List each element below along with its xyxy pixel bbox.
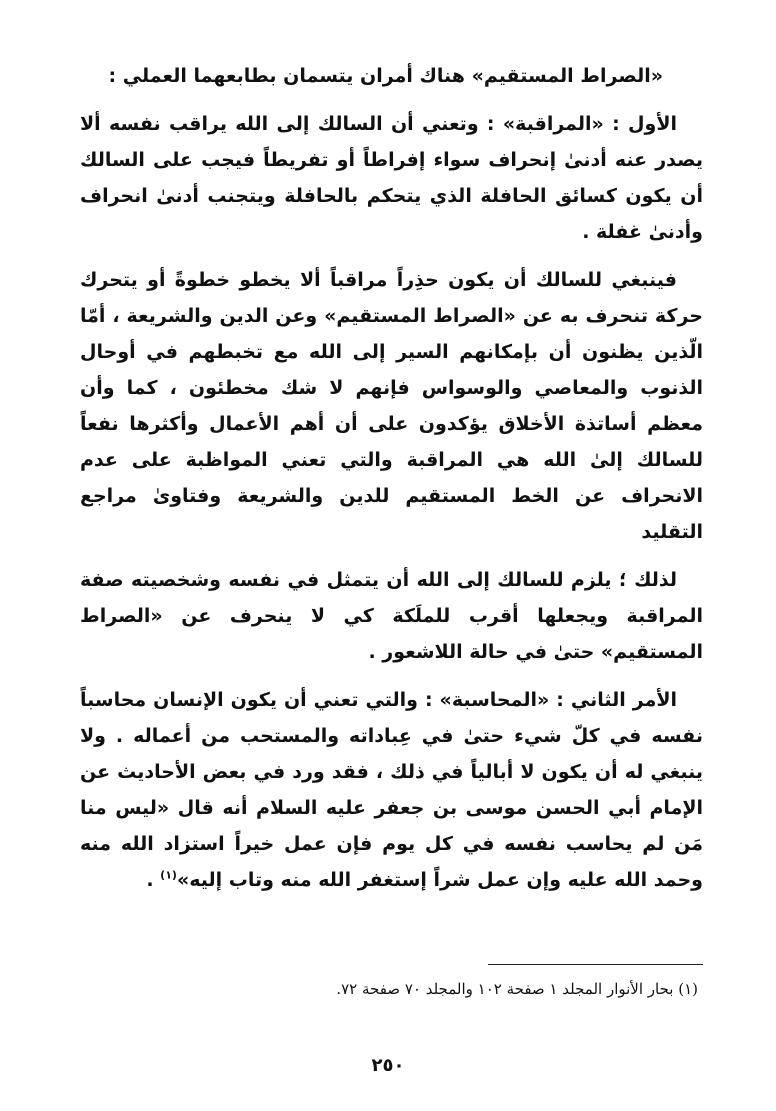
footnote: (١) بحار الأنوار المجلد ١ صفحة ١٠٢ والمجلد ٧٠ صفحة ٧٢.: [336, 980, 698, 998]
paragraph-3: فينبغي للسالك أن يكون حذِراً مراقباً ألا يخطو خطوةً أو يتحرك حركة تنحرف به عن «الصراط المستقيم» وعن الدين والشريعة ، أمّا الّذين يظنون أن بإمكانهم السير إلى الله مع تخبطهم في أوحال الذنوب والمعاصي والوسواس فإنهم لا شك مخطئون ، كما وأن معظم أساتذة الأخلاق يؤكدون على أن أهم الأعمال وأكثرها نفعاً للسالك إلىٰ الله هي المراقبة والتي تعني المواظبة على عدم الانحراف عن الخط المستقيم للدين والشريعة وفتاوىٰ مراجع التقليد: [80, 269, 703, 543]
paragraph-5-text: الأمر الثاني : «المحاسبة» : والتي تعني أن يكون الإنسان محاسباً نفسه في كلّ شيء حتىٰ في عِباداته والمستحب من أعماله . ولا ينبغي له أن يكون لا أبالياً في ذلك ، فقد ورد في بعض الأحاديث عن الإمام أبي الحسن موسى بن جعفر عليه السلام أنه قال «ليس منا مَن لم يحاسب نفسه في كل يوم فإن عمل خيراً استزاد الله منه وحمد الله عليه وإن عمل شراً إستغفر الله منه وتاب إليه»: [80, 689, 703, 891]
page-number: ٢٥٠: [371, 1055, 405, 1076]
body-text: [80, 58, 703, 910]
footnote-divider: [488, 964, 703, 965]
paragraph-5-end: .: [146, 869, 161, 891]
paragraph-1: «الصراط المستقيم» هناك أمران يتسمان بطابعهما العملي :: [108, 65, 663, 87]
paragraph-5: [80, 682, 703, 898]
footnote-marker[interactable]: (١): [160, 868, 177, 882]
paragraph-2: الأول : «المراقبة» : وتعني أن السالك إلى الله يراقب نفسه ألا يصدر عنه أدنىٰ إنحراف سواء إفراطاً أو تفريطاً فيجب على السالك أن يكون كسائق الحافلة الذي يتحكم بالحافلة ويتجنب أدنىٰ انحراف وأدنىٰ غفلة .: [80, 113, 703, 243]
paragraph-4: لذلك ؛ يلزم للسالك إلى الله أن يتمثل في نفسه وشخصيته صفة المراقبة ويجعلها أقرب للملَكة كي لا ينحرف عن «الصراط المستقيم» حتىٰ في حالة اللاشعور .: [80, 569, 703, 663]
